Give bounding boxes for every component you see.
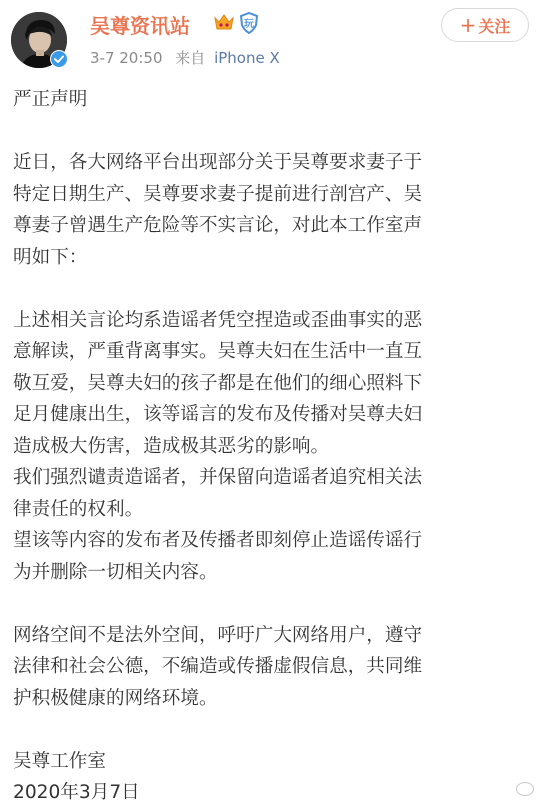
paragraph-line: 明如下： [13,246,88,268]
watermark [516,782,534,796]
paragraph-line: 我们强烈谴责造谣者，并保留向造谣者追究相关法 [13,467,423,488]
weibo-watermark-icon [516,782,534,796]
source-device[interactable]: iPhone X [214,49,280,67]
post-meta [90,47,280,68]
paragraph-line: 为并删除一切相关内容。 [13,561,218,583]
paragraph-line: 近日，各大网络平台出现部分关于吴尊要求妻子于 [13,152,423,173]
paragraph-line: 特定日期生产、吴尊要求妻子提前进行剖宫产、吴 [13,183,423,205]
post-body [13,84,533,809]
paragraph-line: 望该等内容的发布者及传播者即刻停止造谣传谣行 [13,530,423,551]
crown-level-icon [213,12,235,38]
signature: 吴尊工作室 [13,750,106,772]
follow-label: 关注 [478,17,511,36]
source-prefix: 来自 [175,49,206,67]
paragraph-line: 律责任的权利。 [13,498,144,520]
shield-badge-icon [239,12,259,38]
paragraph-line: 意解读，严重背离事实。吴尊夫妇在生活中一直互 [13,341,423,362]
paragraph-line: 护积极健康的网络环境。 [13,687,218,709]
statement-title: 严正声明 [13,89,88,110]
follow-button[interactable] [441,8,529,42]
author-badges [213,12,259,38]
paragraph-line: 法律和社会公德，不编造或传播虚假信息，共同维 [13,656,423,677]
paragraph-line: 网络空间不是法外空间，呼吁广大网络用户，遵守 [13,624,423,646]
paragraph-line: 造成极大伤害，造成极其恶劣的影响。 [13,435,330,457]
paragraph-line: 上述相关言论均系造谣者凭空捏造或歪曲事实的恶 [13,309,423,331]
paragraph-line: 尊妻子曾遇生产危险等不实言论，对此本工作室声 [13,215,423,236]
statement-date: 2020年3月7日 [13,782,140,803]
paragraph-line: 敬互爱，吴尊夫妇的孩子都是在他们的细心照料下 [13,372,423,394]
verified-icon [50,50,68,68]
author-name[interactable]: 吴尊资讯站 [90,14,190,38]
svg-text:玩: 玩 [244,19,254,30]
post-time: 3-7 20:50 [90,49,163,67]
post-header [0,0,544,78]
plus-icon: + [459,13,477,37]
paragraph-line: 足月健康出生，该等谣言的发布及传播对吴尊夫妇 [13,404,423,425]
